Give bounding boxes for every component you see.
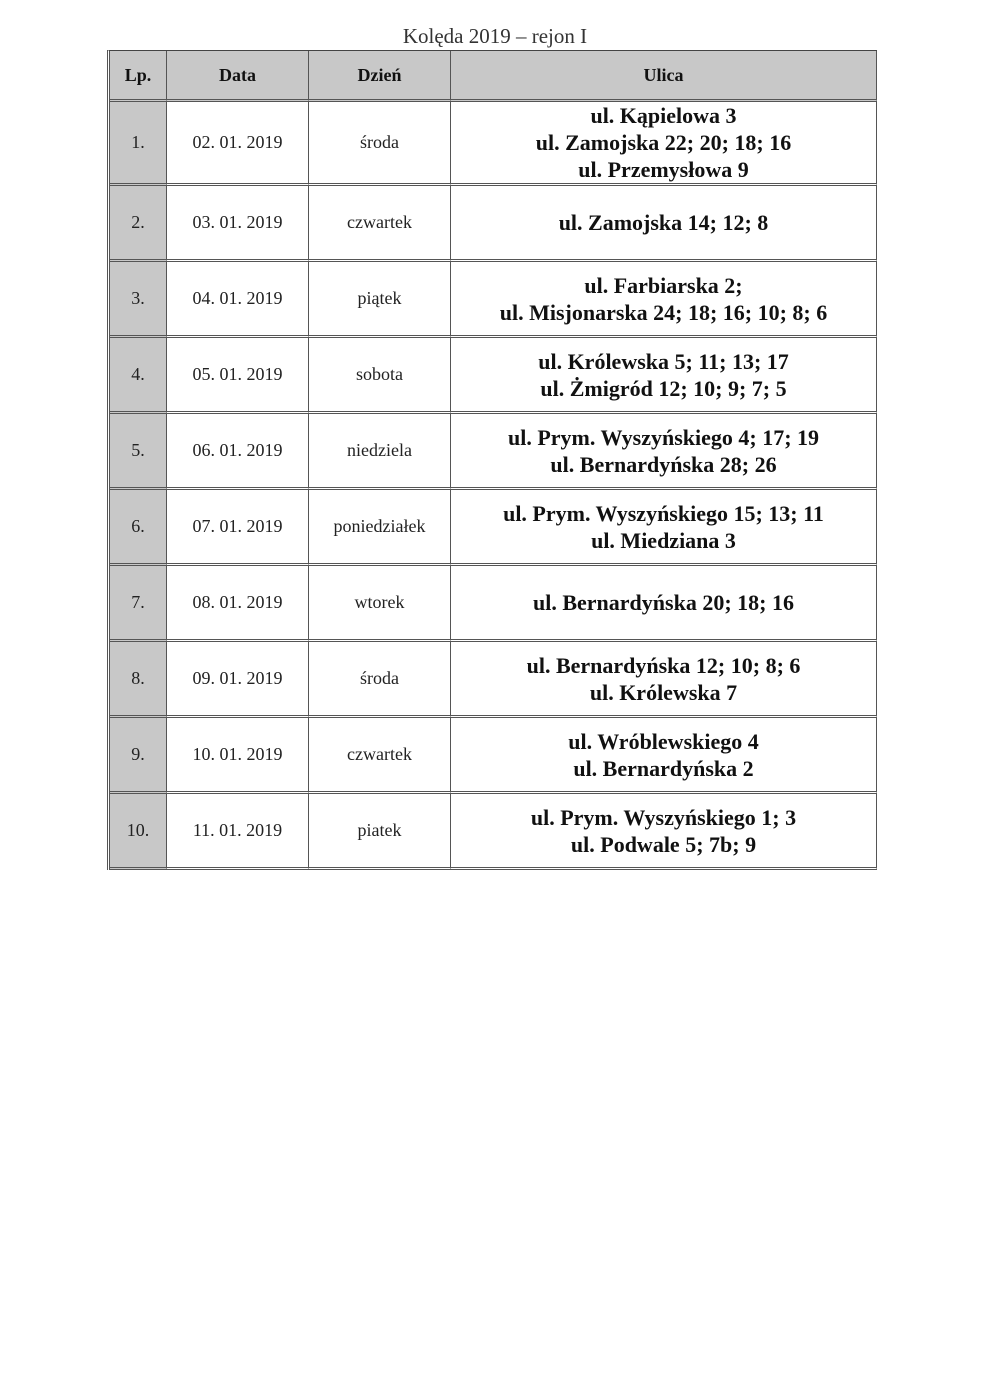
street-line: ul. Bernardyńska 20; 18; 16 bbox=[533, 590, 794, 615]
row-date: 11. 01. 2019 bbox=[167, 794, 309, 870]
table-row bbox=[110, 566, 877, 642]
street-line: ul. Bernardyńska 2 bbox=[573, 755, 754, 781]
row-lp: 3. bbox=[110, 262, 167, 338]
row-streets bbox=[451, 566, 877, 642]
street-line: ul. Zamojska 22; 20; 18; 16 bbox=[535, 130, 792, 155]
street-line: ul. Bernardyńska 12; 10; 8; 6 bbox=[526, 652, 801, 678]
table-row bbox=[110, 490, 877, 566]
row-date: 08. 01. 2019 bbox=[167, 566, 309, 642]
row-date: 07. 01. 2019 bbox=[167, 490, 309, 566]
page-title: Kolęda 2019 – rejon I bbox=[402, 24, 588, 48]
row-lp: 10. bbox=[110, 794, 167, 870]
table-row bbox=[110, 262, 877, 338]
row-weekday: piątek bbox=[309, 262, 451, 338]
table-row bbox=[110, 642, 877, 718]
row-date: 10. 01. 2019 bbox=[167, 718, 309, 794]
row-lp: 8. bbox=[110, 642, 167, 718]
row-lp: 2. bbox=[110, 186, 167, 262]
row-weekday: środa bbox=[309, 642, 451, 718]
row-date: 02. 01. 2019 bbox=[167, 102, 309, 186]
row-streets bbox=[451, 262, 877, 338]
row-streets bbox=[451, 794, 877, 870]
row-weekday: wtorek bbox=[309, 566, 451, 642]
street-line: ul. Bernardyńska 28; 26 bbox=[550, 451, 777, 477]
row-streets bbox=[451, 490, 877, 566]
row-streets bbox=[451, 414, 877, 490]
row-streets bbox=[451, 338, 877, 414]
row-weekday: niedziela bbox=[309, 414, 451, 490]
row-date: 05. 01. 2019 bbox=[167, 338, 309, 414]
row-streets bbox=[451, 186, 877, 262]
street-line: ul. Przemysłowa 9 bbox=[578, 157, 749, 182]
row-lp: 4. bbox=[110, 338, 167, 414]
street-line: ul. Kąpielowa 3 bbox=[590, 103, 737, 128]
table-row bbox=[110, 414, 877, 490]
row-weekday: piatek bbox=[309, 794, 451, 870]
street-line: ul. Królewska 7 bbox=[589, 679, 738, 705]
row-date: 04. 01. 2019 bbox=[167, 262, 309, 338]
table-row bbox=[110, 338, 877, 414]
street-line: ul. Miedziana 3 bbox=[591, 527, 736, 553]
row-weekday: sobota bbox=[309, 338, 451, 414]
row-weekday: czwartek bbox=[309, 186, 451, 262]
row-date: 06. 01. 2019 bbox=[167, 414, 309, 490]
schedule-table bbox=[107, 50, 877, 870]
street-line: ul. Prym. Wyszyńskiego 1; 3 bbox=[530, 804, 797, 830]
street-line: ul. Żmigród 12; 10; 9; 7; 5 bbox=[540, 375, 787, 401]
street-line: ul. Zamojska 14; 12; 8 bbox=[558, 210, 769, 235]
row-weekday: środa bbox=[309, 102, 451, 186]
table-row bbox=[110, 102, 877, 186]
header-lp: Lp. bbox=[110, 51, 167, 102]
header-ulica: Ulica bbox=[451, 51, 877, 102]
header-row bbox=[110, 51, 877, 102]
street-line: ul. Prym. Wyszyńskiego 15; 13; 11 bbox=[503, 500, 824, 526]
table-row bbox=[110, 794, 877, 870]
street-line: ul. Wróblewskiego 4 bbox=[568, 728, 759, 754]
row-lp: 5. bbox=[110, 414, 167, 490]
street-line: ul. Farbiarska 2; bbox=[584, 272, 743, 298]
table-row bbox=[110, 186, 877, 262]
row-streets bbox=[451, 642, 877, 718]
row-date: 09. 01. 2019 bbox=[167, 642, 309, 718]
header-data: Data bbox=[167, 51, 309, 102]
row-lp: 1. bbox=[110, 102, 167, 186]
row-lp: 6. bbox=[110, 490, 167, 566]
street-line: ul. Podwale 5; 7b; 9 bbox=[570, 831, 757, 857]
street-line: ul. Królewska 5; 11; 13; 17 bbox=[538, 348, 789, 374]
row-lp: 7. bbox=[110, 566, 167, 642]
schedule-body bbox=[110, 102, 877, 870]
row-weekday: poniedziałek bbox=[309, 490, 451, 566]
row-date: 03. 01. 2019 bbox=[167, 186, 309, 262]
row-lp: 9. bbox=[110, 718, 167, 794]
row-streets bbox=[451, 102, 877, 186]
street-line: ul. Misjonarska 24; 18; 16; 10; 8; 6 bbox=[499, 299, 828, 325]
street-line: ul. Prym. Wyszyńskiego 4; 17; 19 bbox=[507, 424, 820, 450]
row-streets bbox=[451, 718, 877, 794]
row-weekday: czwartek bbox=[309, 718, 451, 794]
header-dzien: Dzień bbox=[309, 51, 451, 102]
table-row bbox=[110, 718, 877, 794]
